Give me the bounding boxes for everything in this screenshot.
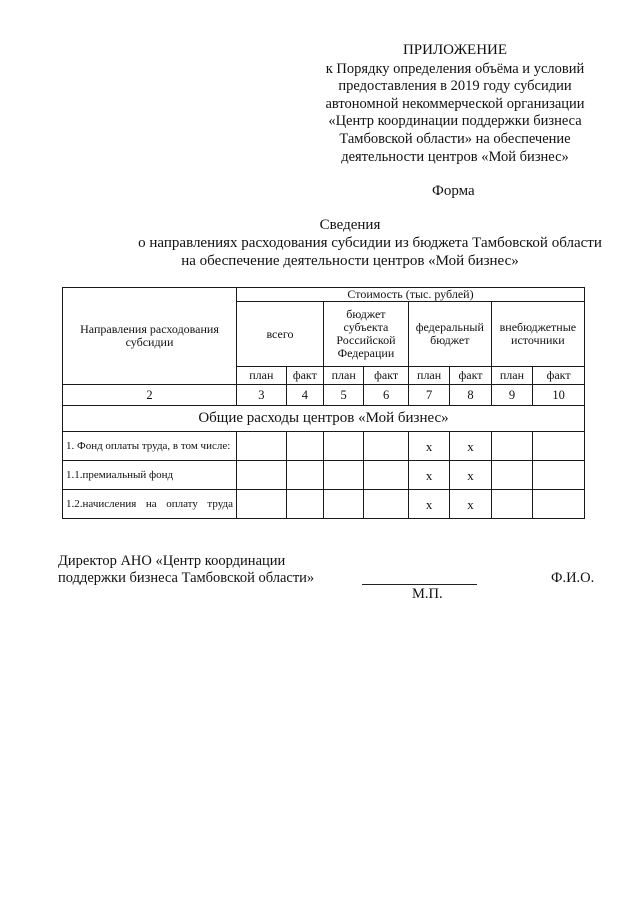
table-cell — [364, 432, 409, 461]
subsidy-table — [62, 287, 585, 519]
table-cell — [286, 432, 323, 461]
appendix-line: «Центр координации поддержки бизнеса — [328, 113, 582, 130]
group-header-regional: бюджет субъекта Российской Федерации — [323, 302, 408, 367]
appendix-block — [300, 42, 610, 166]
appendix-line: автономной некоммерческой организации — [325, 95, 585, 112]
table-cell — [533, 461, 585, 490]
signer-name-placeholder: Ф.И.О. — [551, 570, 595, 586]
signer-block — [58, 553, 314, 587]
table-row — [63, 490, 585, 519]
document-title — [60, 216, 640, 270]
cost-header: Стоимость (тыс. рублей) — [236, 288, 584, 302]
fact-header: факт — [533, 367, 585, 385]
table-cell — [491, 490, 532, 519]
row-label: 1.2.начисления на оплату труда — [63, 490, 237, 519]
table-cell — [491, 461, 532, 490]
column-number: 7 — [408, 385, 449, 406]
table-cell — [286, 490, 323, 519]
column-number: 4 — [286, 385, 323, 406]
column-number: 9 — [491, 385, 532, 406]
table-cell — [236, 461, 286, 490]
title-line-1: Сведения — [319, 217, 381, 233]
plan-header: план — [323, 367, 363, 385]
title-line-3: на обеспечение деятельности центров «Мой бизнес» — [181, 253, 519, 269]
table-row — [63, 432, 585, 461]
table-cell — [491, 432, 532, 461]
table-cell: x — [450, 461, 491, 490]
group-header-extrabudget: внебюджетные источники — [491, 302, 584, 367]
row-label: 1.1.премиальный фонд — [63, 461, 237, 490]
signer-line-2: поддержки бизнеса Тамбовской области» — [58, 570, 315, 586]
plan-header: план — [408, 367, 449, 385]
column-number: 2 — [63, 385, 237, 406]
table-cell — [323, 432, 363, 461]
table-cell — [533, 490, 585, 519]
column-number: 8 — [450, 385, 491, 406]
plan-header: план — [236, 367, 286, 385]
appendix-line: деятельности центров «Мой бизнес» — [341, 148, 569, 165]
group-header-total: всего — [236, 302, 323, 367]
table-cell — [323, 490, 363, 519]
signature-line — [362, 584, 477, 585]
table-cell: x — [450, 490, 491, 519]
column-number: 3 — [236, 385, 286, 406]
table-cell — [364, 490, 409, 519]
plan-header: план — [491, 367, 532, 385]
fact-header: факт — [450, 367, 491, 385]
row-label: 1. Фонд оплаты труда, в том числе: — [63, 432, 237, 461]
column-number: 6 — [364, 385, 409, 406]
group-header-federal: федеральный бюджет — [408, 302, 491, 367]
stamp-placeholder: М.П. — [412, 586, 443, 602]
appendix-line: Тамбовской области» на обеспечение — [339, 130, 571, 147]
direction-header: Направления расходования субсидии — [63, 288, 237, 385]
appendix-line: к Порядку определения объёма и условий — [325, 60, 585, 77]
form-label: Форма — [432, 183, 475, 199]
column-number: 10 — [533, 385, 585, 406]
table-cell — [236, 490, 286, 519]
table-cell: x — [408, 490, 449, 519]
table-row — [63, 461, 585, 490]
title-line-2: о направлениях расходования субсидии из бюджета Тамбовской области — [138, 235, 602, 251]
fact-header: факт — [286, 367, 323, 385]
table-cell: x — [408, 461, 449, 490]
signer-line-1: Директор АНО «Центр координации — [58, 553, 286, 569]
section-title: Общие расходы центров «Мой бизнес» — [63, 406, 585, 432]
table-cell: x — [408, 432, 449, 461]
table-cell — [533, 432, 585, 461]
fact-header: факт — [364, 367, 409, 385]
table-cell — [364, 461, 409, 490]
appendix-heading: ПРИЛОЖЕНИЕ — [402, 42, 508, 58]
table-cell — [286, 461, 323, 490]
table-cell — [236, 432, 286, 461]
column-number: 5 — [323, 385, 363, 406]
table-cell — [323, 461, 363, 490]
table-cell: x — [450, 432, 491, 461]
appendix-line: предоставления в 2019 году субсидии — [338, 78, 572, 95]
